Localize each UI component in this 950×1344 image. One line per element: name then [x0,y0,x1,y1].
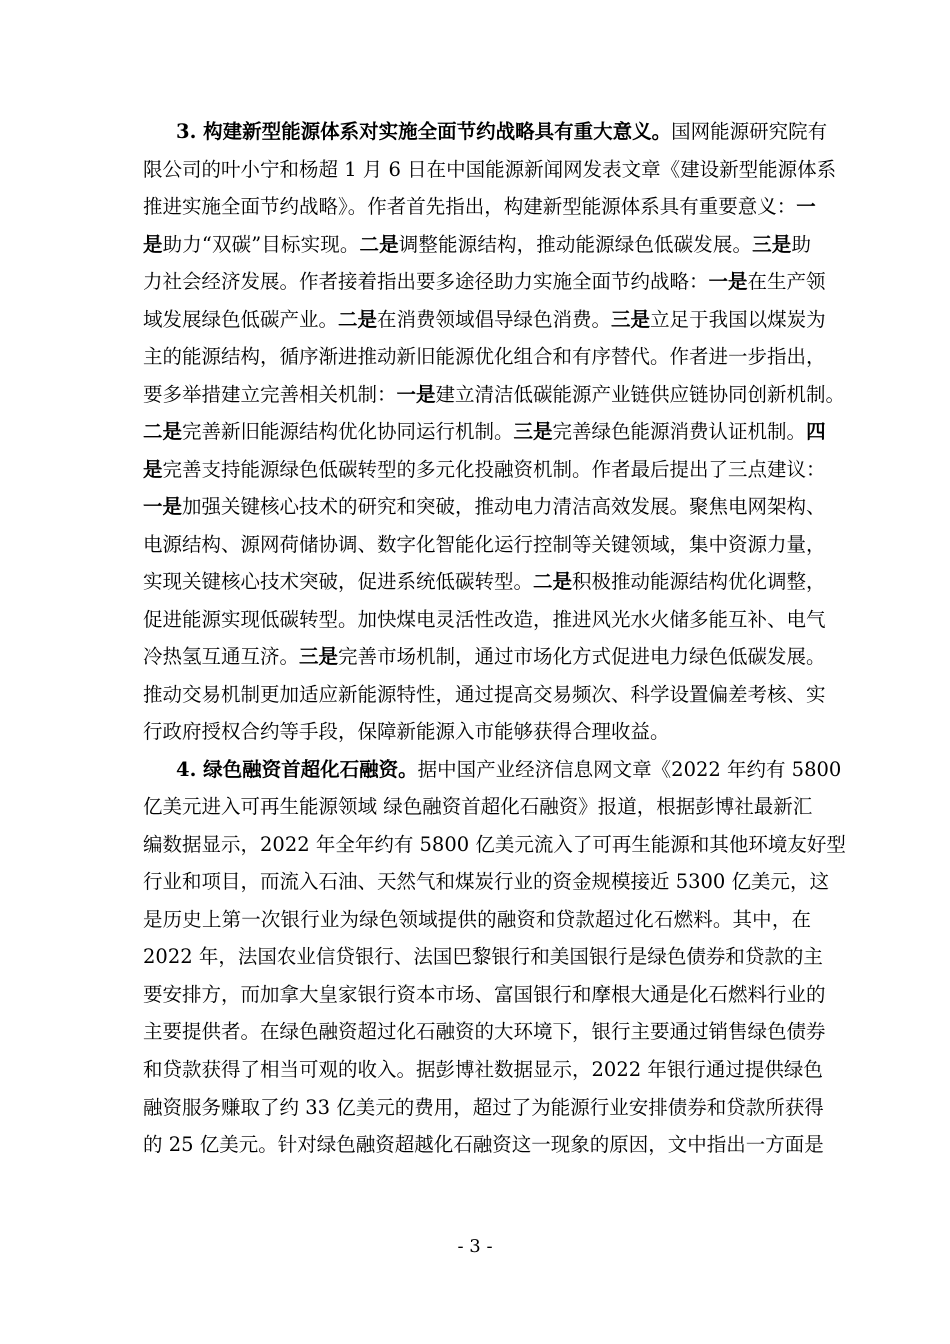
text-segment: 助 [791,233,811,256]
text-line [143,1020,826,1044]
bold-text-segment: 一 [796,195,816,218]
bold-text-segment: 二是 [338,308,378,331]
text-segment: 据中国产业经济信息网文章《2022 年约有 5800 [417,758,842,781]
text-line [143,533,826,557]
text-segment: 促进能源实现低碳转型。加快煤电灵活性改造，推进风光水火储多能互补、电气 [143,608,826,631]
text-line [143,945,823,969]
text-line [143,270,826,294]
bold-text-segment: 四 [806,420,826,443]
text-line [143,645,826,669]
bold-text-segment: 一是 [143,495,183,518]
bold-text-segment: 3. 构建新型能源体系对实施全面节约战略具有重大意义。 [176,120,672,143]
text-segment: 实现关键核心技术突破，促进系统低碳转型。 [143,570,534,593]
text-segment: 完善支持能源绿色低碳转型的多元化投融资机制。作者最后提出了三点建议： [162,458,826,481]
text-line [143,908,811,932]
bold-text-segment: 三是 [299,645,339,668]
text-segment: 域发展绿色低碳产业。 [143,308,339,331]
text-segment: 推动交易机制更加适应新能源特性，通过提高交易频次、科学设置偏差考核、实 [143,683,826,706]
text-segment: 积极推动能源结构优化调整， [572,570,826,593]
text-segment: 建立清洁低碳能源产业链供应链协同创新机制。 [435,383,846,406]
text-segment: 立足于我国以煤炭为 [650,308,826,331]
text-segment: 冷热氢互通互济。 [143,645,300,668]
text-segment: 主要提供者。在绿色融资超过化石融资的大环境下，银行主要通过销售绿色债券 [143,1020,826,1043]
text-segment: 国网能源研究院有 [671,120,828,143]
text-segment: 行政府授权合约等手段，保障新能源入市能够获得合理收益。 [143,720,670,743]
bold-text-segment: 是 [143,458,163,481]
text-line [143,195,816,219]
text-line [143,158,837,182]
text-line [143,233,811,257]
text-segment: 要多举措建立完善相关机制： [143,383,397,406]
text-segment: 2022 年，法国农业信贷银行、法国巴黎银行和美国银行是绿色债券和贷款的主 [143,945,823,968]
text-line [143,308,826,332]
page-number: - 3 - [457,1236,493,1257]
text-line [143,570,826,594]
text-line [143,608,826,632]
text-line [143,1133,824,1157]
text-segment: 要安排方，而加拿大皇家银行资本市场、富国银行和摩根大通是化石燃料行业的 [143,983,826,1006]
text-segment: 行业和项目，而流入石油、天然气和煤炭行业的资金规模接近 5300 亿美元，这 [143,870,830,893]
text-segment: 限公司的叶小宁和杨超 1 月 6 日在中国能源新闻网发表文章《建设新型能源体系 [143,158,837,181]
text-segment: 电源结构、源网荷储协调、数字化智能化运行控制等关键领域，集中资源力量， [143,533,826,556]
bold-text-segment: 是 [143,233,163,256]
bold-text-segment: 三是 [611,308,651,331]
bold-text-segment: 三是 [513,420,553,443]
text-segment: 和贷款获得了相当可观的收入。据彭博社数据显示，2022 年银行通过提供绿色 [143,1058,823,1081]
text-segment: 力社会经济发展。作者接着指出要多途径助力实施全面节约战略： [143,270,709,293]
text-line [143,420,826,444]
text-line [143,683,826,707]
text-segment: 主的能源结构，循序渐进推动新旧能源优化组合和有序替代。作者进一步指出， [143,345,826,368]
text-line [143,345,826,369]
text-line [143,983,826,1007]
text-segment: 的 25 亿美元。针对绿色融资超越化石融资这一现象的原因，文中指出一方面是 [143,1133,824,1156]
text-line [143,795,811,819]
text-line [176,758,842,782]
bold-text-segment: 4. 绿色融资首超化石融资。 [176,758,418,781]
text-segment: 在生产领 [747,270,826,293]
bold-text-segment: 二是 [359,233,399,256]
text-line [143,833,846,857]
text-line [143,870,830,894]
text-line [176,120,828,144]
bold-text-segment: 一是 [396,383,436,406]
text-line [143,1058,823,1082]
text-segment: 完善市场机制，通过市场化方式促进电力绿色低碳发展。 [338,645,826,668]
text-segment: 编数据显示，2022 年全年约有 5800 亿美元流入了可再生能源和其他环境友好型 [143,833,846,856]
text-segment: 是历史上第一次银行业为绿色领域提供的融资和贷款超过化石燃料。其中，在 [143,908,811,931]
text-segment: 加强关键核心技术的研究和突破，推动电力清洁高效发展。聚焦电网架构、 [182,495,826,518]
text-line [143,495,826,519]
text-segment: 完善绿色能源消费认证机制。 [552,420,807,443]
text-segment: 推进实施全面节约战略》。作者首先指出，构建新型能源体系具有重要意义： [143,195,797,218]
text-segment: 调整能源结构，推动能源绿色低碳发展。 [398,233,753,256]
text-line [143,458,826,482]
bold-text-segment: 二是 [533,570,573,593]
text-line [143,720,811,744]
text-segment: 亿美元进入可再生能源领域 绿色融资首超化石融资》报道，根据彭博社最新汇 [143,795,813,818]
text-segment: 融资服务赚取了约 33 亿美元的费用，超过了为能源行业安排债券和贷款所获得 [143,1096,824,1119]
text-line [143,383,846,407]
text-segment: 在消费领域倡导绿色消费。 [377,308,612,331]
text-segment: 完善新旧能源结构优化协同运行机制。 [182,420,514,443]
bold-text-segment: 一是 [708,270,748,293]
text-line [143,1096,824,1120]
bold-text-segment: 二是 [143,420,183,443]
bold-text-segment: 三是 [752,233,792,256]
text-segment: 助力“双碳”目标实现。 [162,233,360,256]
